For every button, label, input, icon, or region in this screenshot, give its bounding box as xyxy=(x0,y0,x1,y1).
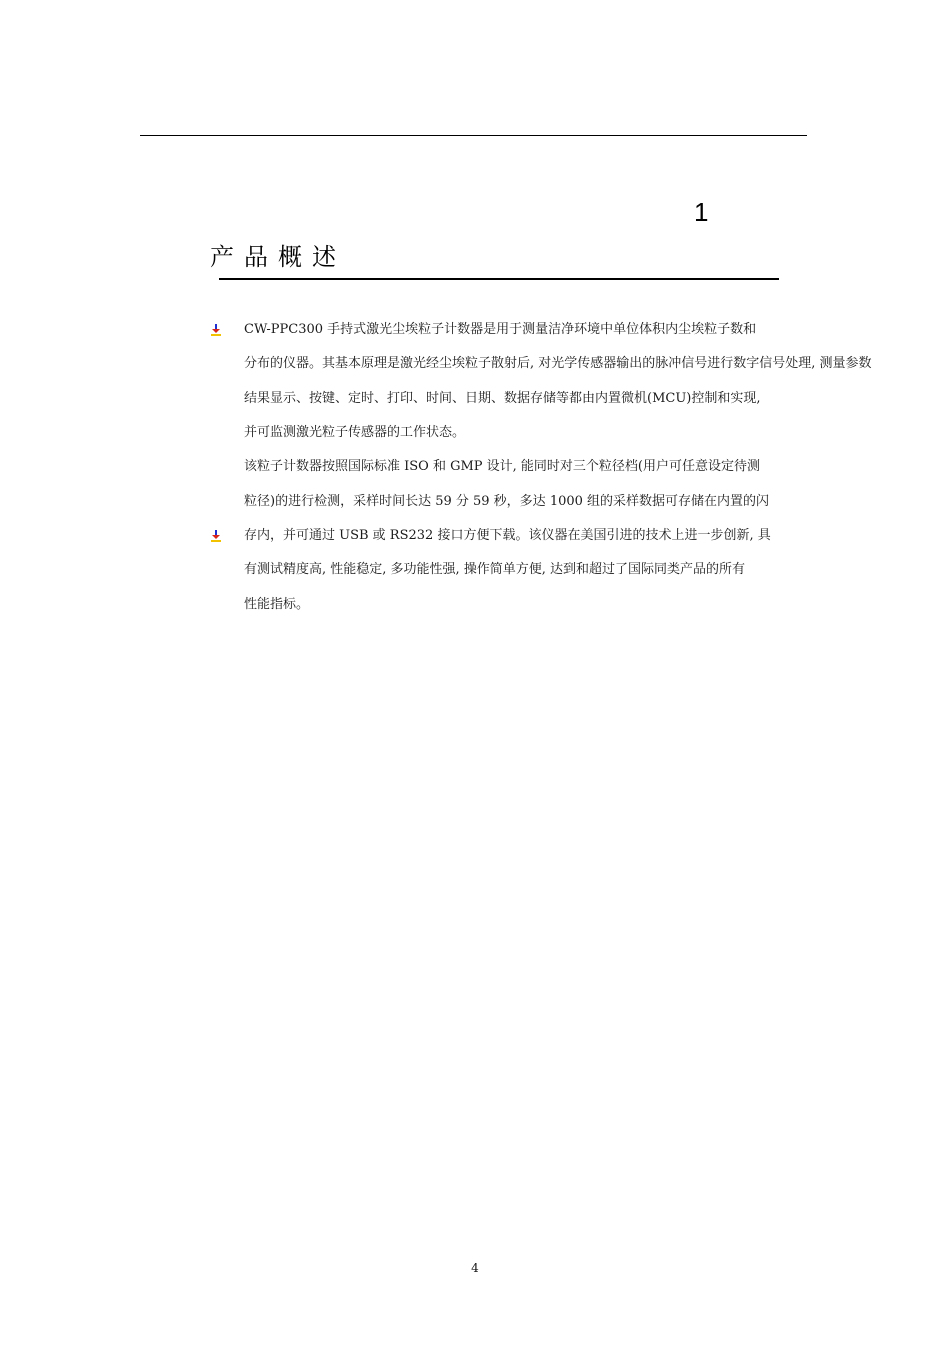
paragraph-line: 存内，并可通过 USB 或 RS232 接口方便下载。该仪器在美国引进的技术上进一步创新, 具 xyxy=(244,528,771,543)
bullet-arrow-icon xyxy=(210,324,222,336)
paragraph-line: 分布的仪器。其基本原理是激光经尘埃粒子散射后, 对光学传感器输出的脉冲信号进行数字信号处理, 测量参数 xyxy=(244,356,872,371)
title-underline xyxy=(219,278,779,280)
paragraph-line: 有测试精度高, 性能稳定, 多功能性强, 操作简单方便, 达到和超过了国际同类产品的所有 xyxy=(244,562,746,577)
bullet-arrow-icon xyxy=(210,530,222,542)
paragraph-line: 性能指标。 xyxy=(244,597,310,612)
page-number: 4 xyxy=(471,1261,479,1275)
paragraph-line: CW-PPC300 手持式激光尘埃粒子计数器是用于测量洁净环境中单位体积内尘埃粒子数和 xyxy=(244,322,757,337)
paragraph-line: 并可监测激光粒子传感器的工作状态。 xyxy=(244,425,466,440)
chapter-title: 产品概述 xyxy=(210,243,346,271)
paragraph-line: 粒径)的进行检测，采样时间长达 59 分 59 秒，多达 1000 组的采样数据可存储在内置的闪 xyxy=(244,494,770,509)
header-rule xyxy=(140,135,807,136)
paragraph-line: 结果显示、按键、定时、打印、时间、日期、数据存储等都由内置微机(MCU)控制和实现, xyxy=(244,391,761,406)
paragraph-line: 该粒子计数器按照国际标准 ISO 和 GMP 设计, 能同时对三个粒径档(用户可任意设定待测 xyxy=(244,459,761,474)
chapter-number: 1 xyxy=(694,197,709,227)
